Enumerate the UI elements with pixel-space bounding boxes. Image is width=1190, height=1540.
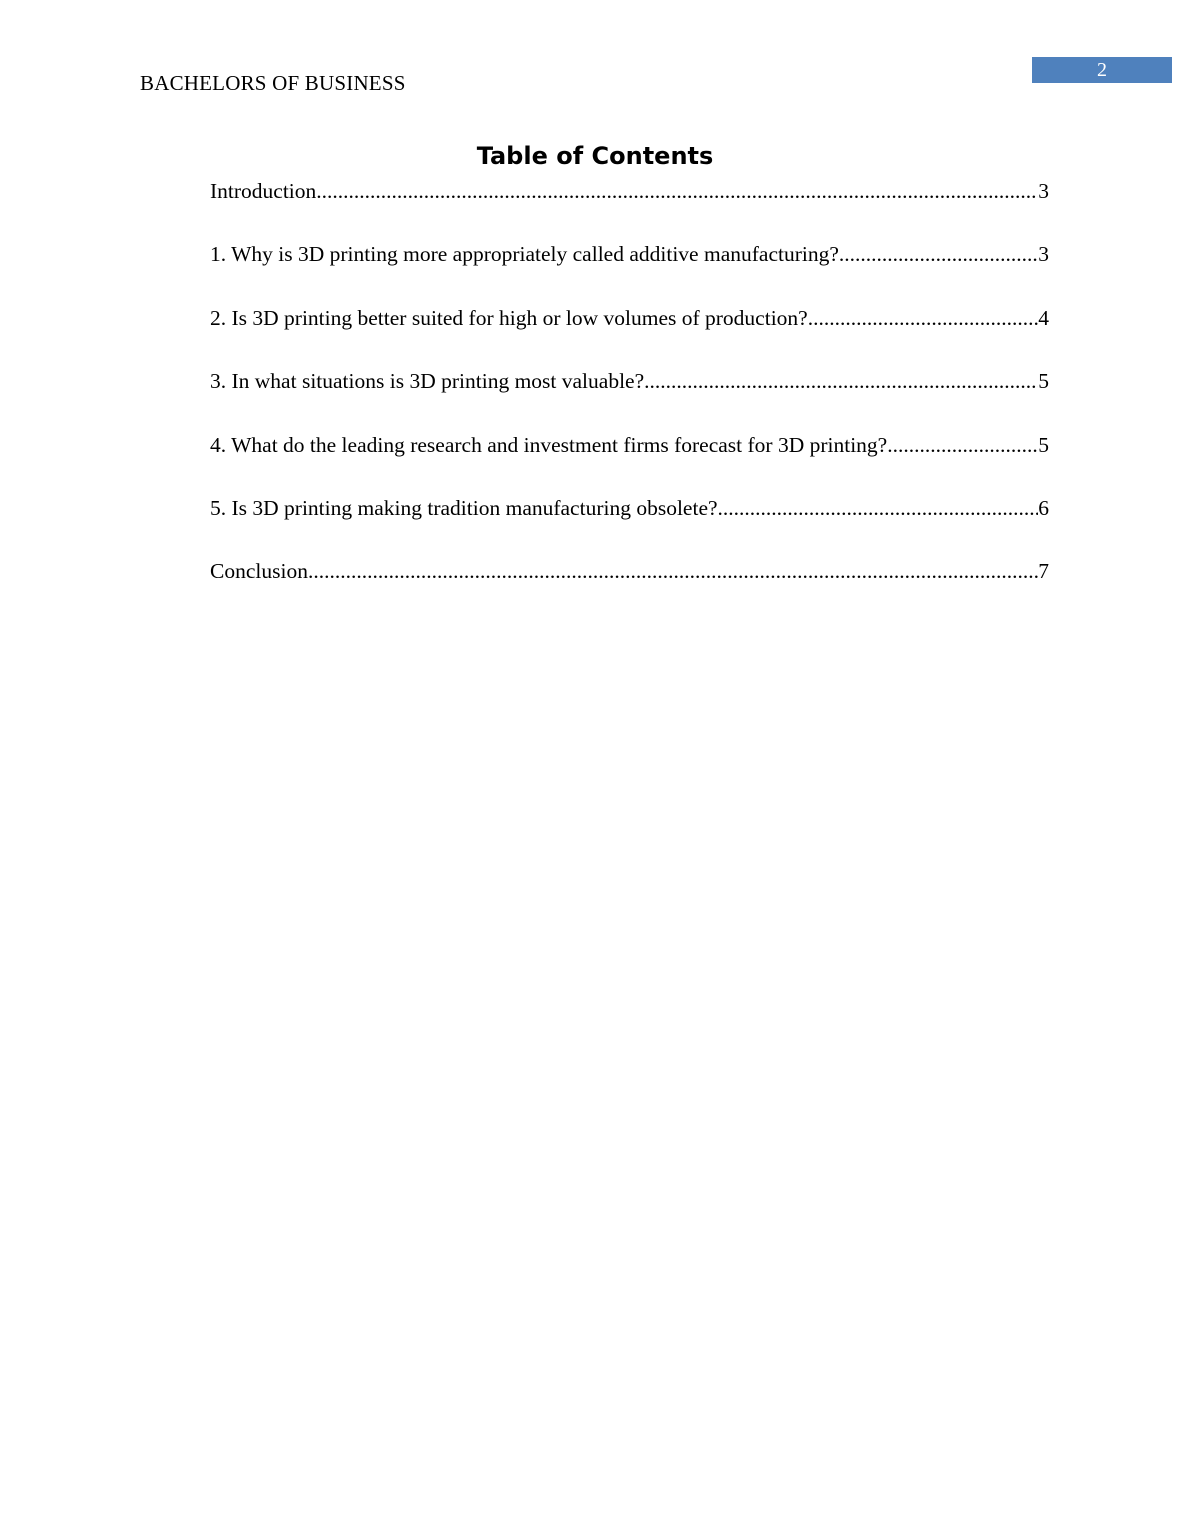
toc-entry-text: 1. Why is 3D printing more appropriately called additive manufacturing? [210, 242, 839, 267]
toc-leader-dots [839, 240, 1038, 268]
toc-leader-dots [718, 494, 1039, 522]
toc-entry-page: 5 [1038, 432, 1049, 457]
toc-entry-page: 3 [1038, 242, 1049, 267]
toc-list [210, 177, 1049, 621]
toc-leader-dots [887, 431, 1038, 459]
toc-entry-page: 6 [1038, 495, 1049, 520]
toc-entry-introduction[interactable] [210, 177, 1049, 240]
toc-entry-page: 4 [1038, 305, 1049, 330]
toc-leader-dots [644, 367, 1038, 395]
page-number: 2 [1097, 59, 1107, 81]
toc-entry-text: 3. In what situations is 3D printing most valuable? [210, 369, 645, 394]
toc-entry-question-1[interactable] [210, 240, 1049, 303]
toc-entry-page: 5 [1038, 369, 1049, 394]
toc-entry-text: 2. Is 3D printing better suited for high or low volumes of production? [210, 305, 808, 330]
toc-leader-dots [808, 304, 1039, 332]
toc-entry-page: 7 [1038, 559, 1049, 584]
toc-entry-text: Introduction [210, 179, 317, 203]
page-number-badge [1032, 57, 1172, 83]
toc-entry-question-3[interactable] [210, 367, 1049, 430]
toc-entry-question-5[interactable] [210, 494, 1049, 557]
toc-entry-text: 4. What do the leading research and investment firms forecast for 3D printing? [210, 432, 888, 457]
running-header-title: BACHELORS OF BUSINESS [140, 71, 406, 95]
toc-entry-question-2[interactable] [210, 304, 1049, 367]
toc-heading: Table of Contents [476, 142, 714, 170]
toc-entry-conclusion[interactable] [210, 557, 1049, 620]
toc-leader-dots [316, 177, 1038, 205]
toc-entry-question-4[interactable] [210, 431, 1049, 494]
toc-leader-dots [308, 557, 1038, 585]
toc-entry-text: Conclusion [210, 559, 308, 584]
toc-entry-text: 5. Is 3D printing making tradition manufacturing obsolete? [210, 495, 718, 520]
toc-entry-page: 3 [1038, 179, 1049, 203]
